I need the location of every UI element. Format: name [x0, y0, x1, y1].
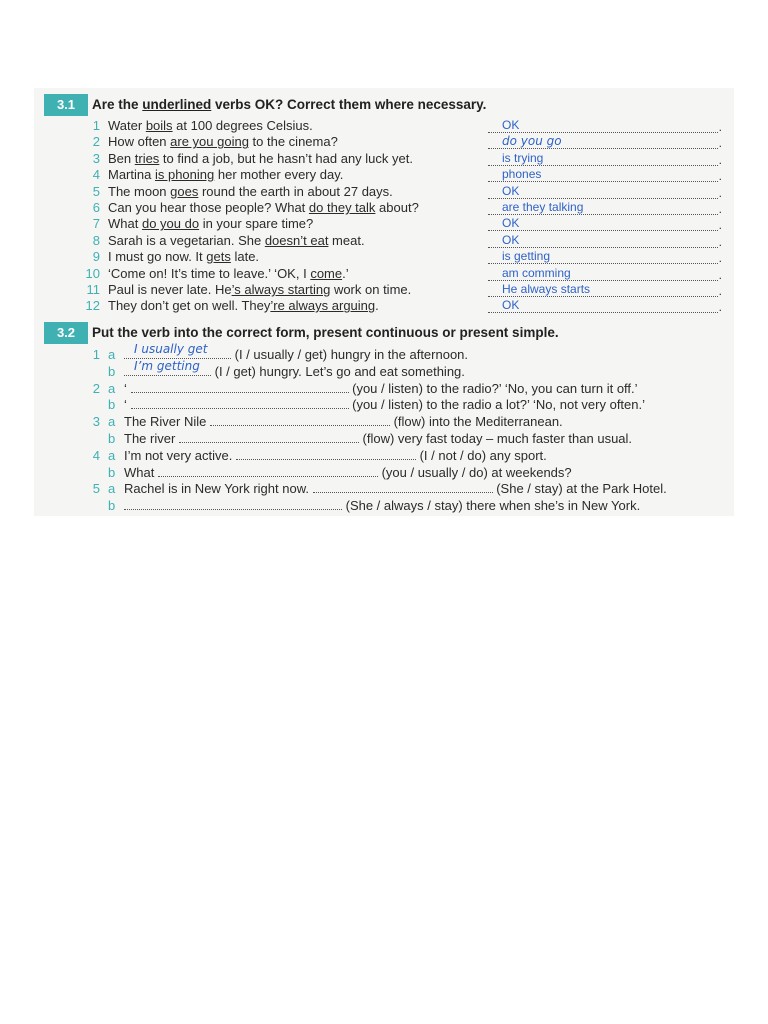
heading-text: Are the — [92, 97, 143, 112]
answer-period: . — [718, 300, 722, 315]
underlined-verb: ’re always arguing — [270, 298, 376, 314]
answer-field[interactable] — [488, 118, 722, 135]
item-number: 1 — [92, 347, 100, 362]
answer-text: I’m getting — [134, 358, 200, 373]
sentence-row — [124, 447, 547, 464]
sentence-text: meat. — [328, 232, 365, 248]
item-letter: a — [108, 380, 116, 396]
sentence-text: Martina — [108, 167, 155, 183]
answer-dotted-line — [488, 312, 718, 313]
answer-field[interactable] — [488, 216, 722, 233]
answer-field[interactable] — [210, 413, 390, 426]
sentence-row — [124, 497, 640, 514]
answer-field[interactable] — [488, 282, 722, 299]
answer-field[interactable] — [488, 167, 722, 184]
sentence-row — [84, 133, 338, 150]
sentence-text: ‘Come on! It’s time to leave.’ ‘OK, I — [108, 265, 311, 281]
item-number: 10 — [85, 265, 100, 281]
item-number: 3 — [92, 150, 100, 166]
answer-text: is trying — [502, 150, 544, 165]
item-number: 8 — [92, 232, 100, 248]
sentence-text: What — [124, 464, 158, 480]
sentence-text: The River Nile — [124, 414, 210, 430]
answer-field[interactable] — [488, 265, 722, 283]
answer-period: . — [718, 218, 722, 233]
answer-period: . — [718, 136, 722, 151]
answer-period: . — [718, 202, 722, 216]
sentence-row — [84, 265, 349, 282]
answer-period: . — [718, 251, 722, 266]
answer-text: phones — [502, 167, 542, 182]
heading-underlined-word: underlined — [142, 97, 212, 112]
sentence-row — [84, 117, 313, 134]
sentence-text: about? — [375, 200, 419, 215]
sentence-text: (I / get) hungry. Let’s go and eat something. — [211, 363, 465, 379]
answer-dotted-line — [488, 230, 718, 231]
sentence-text: Rachel is in New York right now. — [124, 481, 313, 497]
sentence-text: (you / usually / do) at weekends? — [377, 464, 572, 480]
sentence-text: to the cinema? — [248, 134, 338, 150]
sentence-text: Paul is never late. He — [108, 282, 232, 297]
answer-field[interactable] — [236, 447, 416, 460]
sentence-text: (I / usually / get) hungry in the afternoon. — [231, 347, 469, 362]
sentence-row — [124, 480, 667, 497]
sentence-text: late. — [230, 249, 260, 265]
sentence-text: The moon — [108, 183, 171, 199]
sentence-text: I must go now. It — [108, 249, 207, 265]
answer-field[interactable] — [124, 497, 342, 510]
answer-field[interactable] — [488, 200, 722, 217]
answer-period: . — [718, 267, 722, 282]
answer-text: OK — [502, 216, 520, 231]
heading-text: verbs OK? Correct them where necessary. — [211, 97, 487, 112]
sentence-text: (you / listen) to the radio?’ ‘No, you can turn it off.’ — [348, 380, 638, 396]
answer-period: . — [718, 120, 722, 134]
sentence-row — [124, 358, 465, 380]
sentence-row — [84, 248, 259, 265]
answer-text: OK — [502, 232, 520, 247]
answer-field[interactable] — [131, 380, 349, 393]
sentence-text: round the earth in about 27 days. — [198, 183, 393, 199]
underlined-verb: are you going — [170, 134, 249, 150]
answer-text: do you go — [502, 134, 562, 149]
sentence-text: (flow) very fast today – much faster than usual. — [358, 431, 633, 446]
answer-text: OK — [502, 298, 520, 313]
answer-text: am comming — [502, 265, 571, 280]
underlined-verb: gets — [206, 249, 231, 265]
item-number: 5 — [92, 481, 100, 497]
item-letter: b — [108, 397, 116, 413]
answer-text: He always starts — [502, 282, 591, 296]
answer-period: . — [718, 169, 722, 184]
exercise-badge-3-1: 3.1 — [44, 94, 88, 116]
underlined-verb: ’s always starting — [231, 282, 331, 297]
sentence-text: (you / listen) to the radio a lot?’ ‘No, not very often.’ — [348, 397, 645, 413]
sentence-row — [84, 232, 365, 249]
sentence-text: Ben — [108, 150, 135, 166]
answer-field[interactable] — [488, 249, 722, 266]
sentence-row — [84, 297, 379, 314]
item-number: 4 — [92, 167, 100, 183]
sentence-text: Can you hear those people? What — [108, 200, 309, 215]
sentence-text: in your spare time? — [199, 216, 314, 232]
underlined-verb: come — [310, 265, 343, 281]
sentence-row — [84, 199, 419, 216]
answer-field[interactable] — [158, 464, 378, 477]
sentence-row — [84, 183, 393, 200]
item-letter: a — [108, 447, 116, 463]
sentence-row — [84, 150, 413, 167]
item-letter: b — [108, 431, 116, 446]
exercise-badge-3-2: 3.2 — [44, 322, 88, 344]
item-number: 1 — [92, 118, 100, 133]
item-number: 6 — [92, 200, 100, 215]
sentence-text: ‘ — [124, 380, 131, 396]
item-letter: a — [108, 414, 116, 430]
exercise-heading-3-1 — [92, 97, 486, 112]
sentence-text: (flow) into the Mediterranean. — [389, 414, 563, 430]
answer-field[interactable] — [131, 396, 349, 409]
item-number: 4 — [92, 447, 100, 463]
answer-text: I usually get — [134, 342, 208, 356]
underlined-verb: boils — [145, 118, 173, 133]
sentence-text: The river — [124, 431, 179, 446]
sentence-text: Water — [108, 118, 146, 133]
underlined-verb: goes — [170, 183, 199, 199]
answer-field[interactable] — [488, 232, 722, 250]
sentence-text: (I / not / do) any sport. — [415, 447, 547, 463]
answer-period: . — [718, 185, 722, 200]
answer-period: . — [718, 234, 722, 249]
answer-field[interactable] — [488, 298, 722, 315]
answer-dotted-line — [488, 247, 718, 248]
sentence-text: (She / stay) at the Park Hotel. — [492, 481, 667, 497]
item-letter: a — [108, 347, 116, 362]
answer-text: is getting — [502, 249, 551, 264]
item-letter: b — [108, 363, 116, 379]
answer-dotted-line — [488, 132, 718, 133]
answer-dotted-line — [488, 198, 718, 199]
sentence-text: They don’t get on well. They — [108, 298, 271, 314]
underlined-verb: do they talk — [308, 200, 376, 215]
answer-period: . — [718, 284, 722, 298]
underlined-verb: do you do — [141, 216, 200, 232]
item-number: 2 — [92, 134, 100, 150]
answer-field[interactable] — [488, 150, 722, 168]
sentence-row — [124, 380, 638, 397]
sentence-row — [124, 413, 563, 430]
sentence-row — [84, 281, 411, 298]
sentence-text: I’m not very active. — [124, 447, 236, 463]
underlined-verb: tries — [134, 150, 160, 166]
answer-field[interactable] — [488, 134, 722, 151]
sentence-text: What — [108, 216, 142, 232]
answer-field[interactable] — [179, 430, 359, 443]
sentence-text: How often — [108, 134, 171, 150]
answer-period: . — [718, 152, 722, 167]
underlined-verb: is phoning — [154, 167, 215, 183]
answer-text: OK — [502, 118, 520, 132]
sentence-text: Sarah is a vegetarian. She — [108, 232, 265, 248]
item-number: 2 — [92, 380, 100, 396]
item-number: 9 — [92, 249, 100, 265]
item-letter: b — [108, 464, 116, 480]
sentence-text: . — [375, 298, 379, 314]
underlined-verb: doesn’t eat — [264, 232, 329, 248]
sentence-text: (She / always / stay) there when she’s in New York. — [342, 498, 641, 514]
sentence-row — [124, 430, 632, 447]
item-number: 12 — [85, 298, 100, 314]
sentence-text: ‘ — [124, 397, 131, 413]
sentence-row — [124, 464, 572, 481]
answer-field[interactable] — [124, 358, 211, 376]
sentence-row — [84, 166, 343, 183]
item-number: 11 — [86, 282, 100, 297]
answer-field[interactable] — [488, 183, 722, 201]
sentence-text: at 100 degrees Celsius. — [172, 118, 313, 133]
sentence-text: work on time. — [330, 282, 412, 297]
sentence-text: her mother every day. — [214, 167, 344, 183]
sentence-text: to find a job, but he hasn’t had any luck yet. — [159, 150, 413, 166]
item-number: 3 — [92, 414, 100, 430]
answer-text: OK — [502, 183, 520, 198]
item-letter: b — [108, 498, 116, 514]
sentence-row — [124, 396, 645, 413]
answer-text: are they talking — [502, 200, 584, 214]
answer-field[interactable] — [313, 480, 493, 493]
sentence-row — [84, 215, 313, 232]
item-number: 7 — [92, 216, 100, 232]
sentence-text: .’ — [342, 265, 349, 281]
exercise-heading-3-2: Put the verb into the correct form, present continuous or present simple. — [92, 325, 559, 340]
item-number: 5 — [92, 183, 100, 199]
item-letter: a — [108, 481, 116, 497]
